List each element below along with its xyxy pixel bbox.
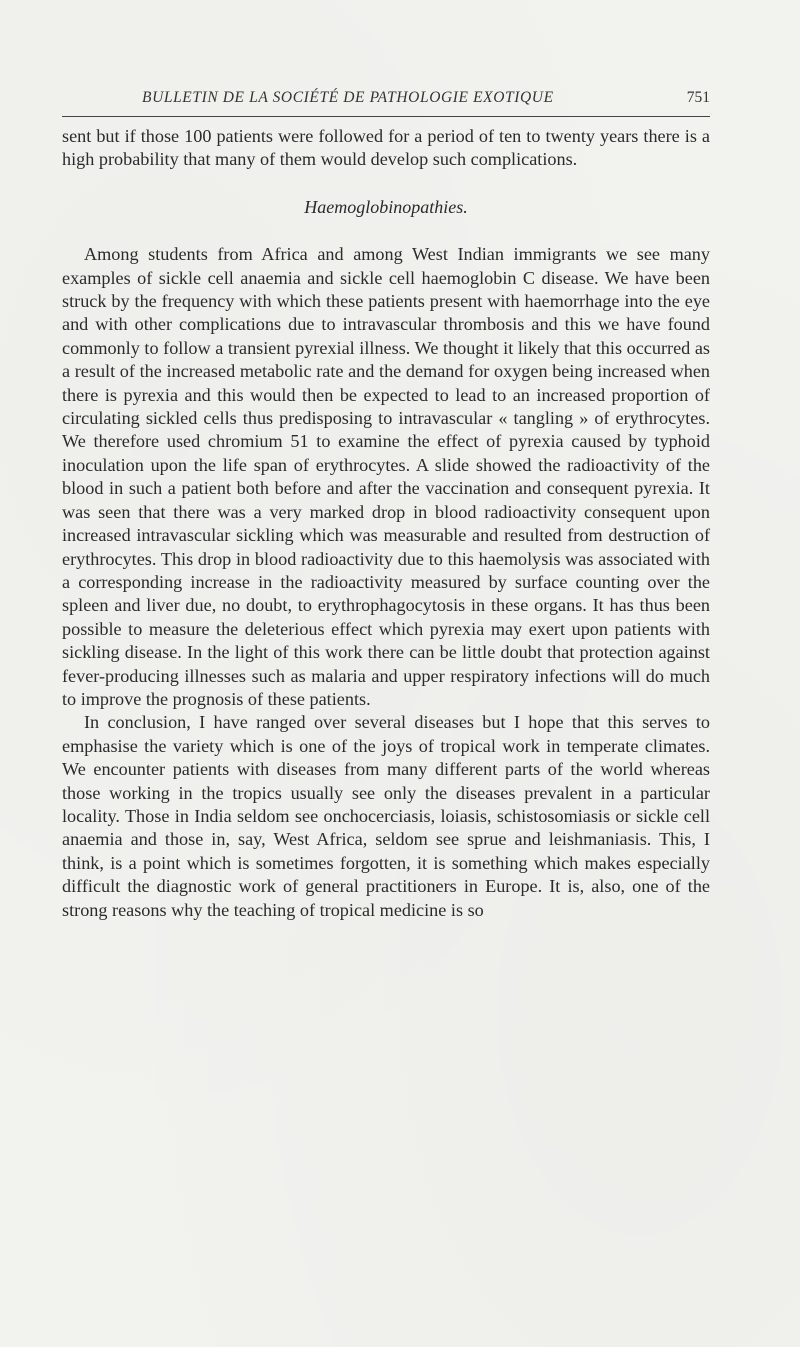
body-paragraph-conclusion: In conclusion, I have ranged over several diseases but I hope that this serves to emphasise the variety which is one of the joys of tropical work in temperate climates. We encounter patients with diseases from many different parts of the world whereas those working in the tropics usually see only the diseases prevalent in a particular locality. Those in India seldom see onchocerciasis, loiasis, schistosomiasis or sickle cell anaemia and those in, say, West Africa, seldom see sprue and leishmaniasis. This, I think, is a point which is sometimes forgotten, it is something which makes especially difficult the diagnostic work of general practitioners in Europe. It is, also, one of the strong reasons why the teaching of tropical medicine is so	[62, 712, 710, 920]
article-body	[62, 125, 710, 922]
journal-title: BULLETIN DE LA SOCIÉTÉ DE PATHOLOGIE EXOTIQUE	[142, 89, 554, 106]
continued-paragraph: sent but if those 100 patients were followed for a period of ten to twenty years there is a high probability that many of them would develop such complications.	[62, 126, 710, 170]
header-rule-divider	[62, 116, 710, 117]
running-header	[62, 89, 710, 111]
body-paragraph-haemoglobinopathies: Among students from Africa and among West Indian immigrants we see many examples of sickle cell anaemia and sickle cell haemoglobin C disease. We have been struck by the frequency with which these patients present with haemorrhage into the eye and with other complications due to intravascular thrombosis and this we have found commonly to follow a transient pyrexial illness. We thought it likely that this occurred as a result of the increased metabolic rate and the demand for oxygen being increased when there is pyrexia and this would then be expected to lead to an increased proportion of circulating sickled cells thus predisposing to intravascular « tangling » of erythrocytes. We therefore used chromium 51 to examine the effect of pyrexia caused by typhoid inoculation upon the life span of erythrocytes. A slide showed the radioactivity of the blood in such a patient both before and after the vaccination and consequent pyrexia. It was seen that there was a very marked drop in blood radioactivity consequent upon increased intravascular sickling which was measurable and resulted from destruction of erythrocytes. This drop in blood radioactivity due to this haemolysis was associated with a corresponding increase in the radioactivity measured by surface counting over the spleen and liver due, no doubt, to erythrophagocytosis in these organs. It has thus been possible to measure the deleterious effect which pyrexia may exert upon patients with sickling disease. In the light of this work there can be little doubt that protection against fever-producing illnesses such as malaria and upper respiratory infections will do much to improve the prognosis of these patients.	[62, 244, 710, 709]
section-heading: Haemoglobinopathies.	[304, 196, 468, 217]
page-number: 751	[686, 89, 710, 106]
